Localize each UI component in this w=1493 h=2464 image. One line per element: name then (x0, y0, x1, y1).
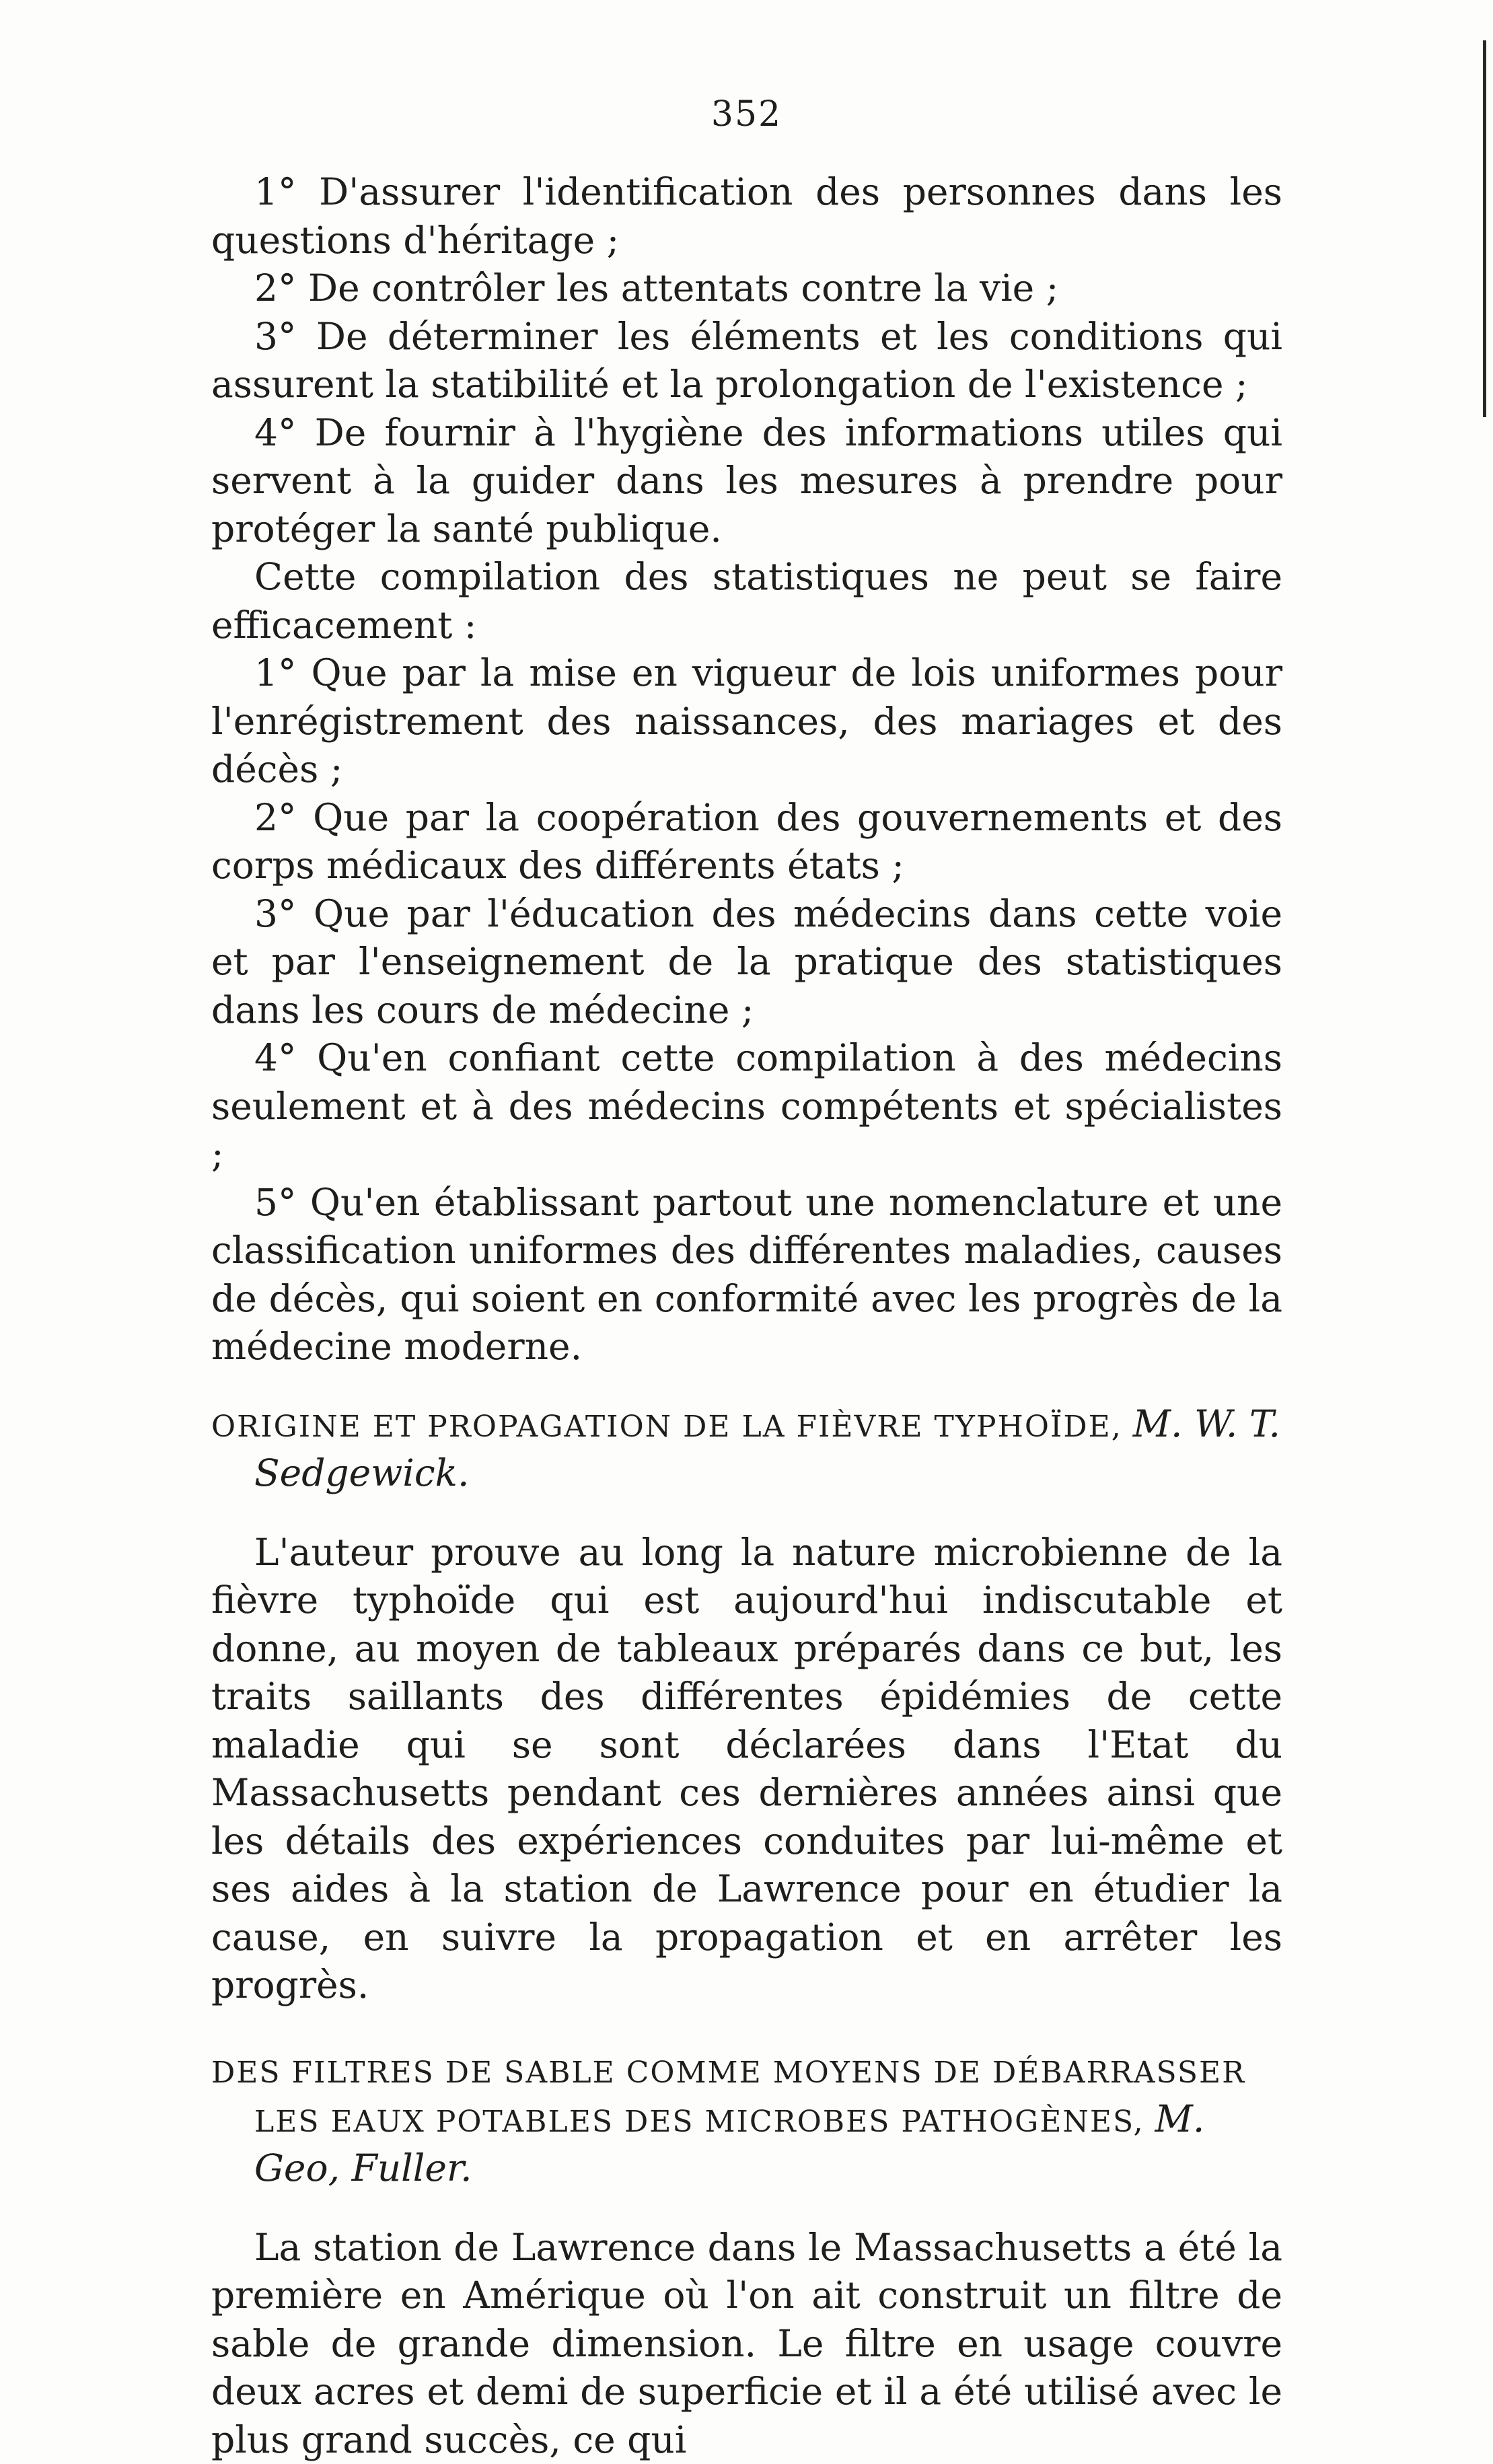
list1-item-4: 4° De fournir à l'hygiène des informations utiles qui servent à la guider dans les mesures à prendre pour protéger la santé publique. (211, 409, 1282, 554)
section1-heading (211, 1401, 1282, 1499)
text-column (211, 168, 1282, 2464)
list1-item-3: 3° De déterminer les éléments et les conditions qui assurent la statibilité et la prolongation de l'existence ; (211, 313, 1282, 409)
compilation-intro: Cette compilation des statistiques ne peut se faire efficacement : (211, 553, 1282, 649)
section1-body: L'auteur prouve au long la nature microbienne de la fièvre typhoïde qui est aujourd'hui indiscutable et donne, au moyen de tableaux préparés dans ce but, les traits saillants des différentes épidémies de cette maladie qui se sont déclarées dans l'Etat du Massachusetts pendant ces dernières années ainsi que les détails des expériences conduites par lui-même et ses aides à la station de Lawrence pour en étudier la cause, en suivre la propagation et en arrêter les progrès. (211, 1529, 1282, 2010)
list2-item-2: 2° Que par la coopération des gouvernements et des corps médicaux des différents états ; (211, 794, 1282, 890)
section2-body: La station de Lawrence dans le Massachusetts a été la première en Amérique où l'on ait construit un filtre de sable de grande dimension. Le filtre en usage couvre deux acres et demi de superficie et il a été utilisé avec le plus grand succès, ce qui (211, 2224, 1282, 2464)
section2-title: DES FILTRES DE SABLE COMME MOYENS DE DÉBARRASSER LES EAUX POTABLES DES MICROBES PATHOGÈNES, (211, 2056, 1245, 2139)
section1-author: M. W. T. Sedgewick. (254, 1402, 1280, 1494)
list1-item-1: 1° D'assurer l'identification des personnes dans les questions d'héritage ; (211, 168, 1282, 264)
section1-title: ORIGINE ET PROPAGATION DE LA FIÈVRE TYPHOÏDE, (211, 1410, 1122, 1444)
section2-heading (211, 2050, 1282, 2194)
page-number: 352 (0, 94, 1493, 135)
list1-item-2: 2° De contrôler les attentats contre la vie ; (211, 264, 1282, 313)
list2-item-3: 3° Que par l'éducation des médecins dans cette voie et par l'enseignement de la pratique des statistiques dans les cours de médecine ; (211, 890, 1282, 1035)
section2-author: M. Geo, Fuller. (254, 2097, 1204, 2189)
list2-item-1: 1° Que par la mise en vigueur de lois uniformes pour l'enrégistrement des naissances, des mariages et des décès ; (211, 649, 1282, 794)
list2-item-5: 5° Qu'en établissant partout une nomenclature et une classification uniformes des différentes maladies, causes de décès, qui soient en conformité avec les progrès de la médecine moderne. (211, 1179, 1282, 1371)
list2-item-4: 4° Qu'en confiant cette compilation à des médecins seulement et à des médecins compétents et spécialistes ; (211, 1034, 1282, 1179)
